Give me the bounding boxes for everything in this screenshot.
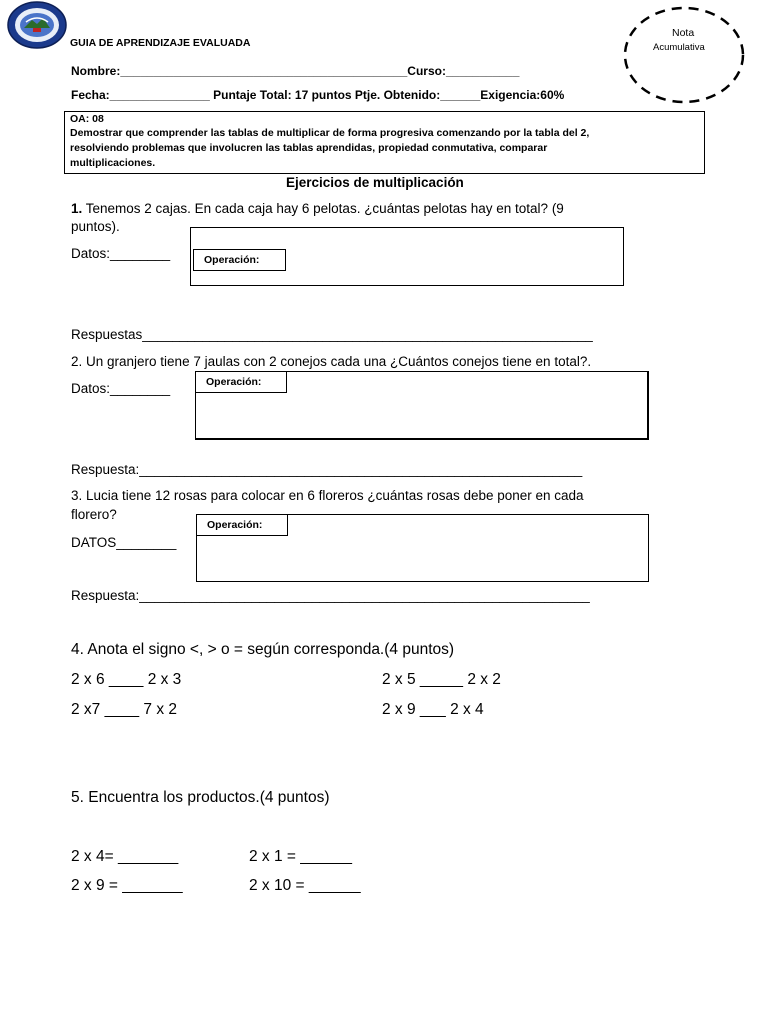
q3-text-line2: florero? (71, 507, 117, 522)
date-score-line: Fecha:_______________ Puntaje Total: 17 puntos Ptje. Obtenido:______Exigencia:60% (71, 88, 565, 102)
q1-datos: Datos:________ (71, 246, 171, 261)
q2-text: 2. Un granjero tiene 7 jaulas con 2 conejos cada una ¿Cuántos conejos tiene en total?. (71, 354, 592, 369)
q4-item-1: 2 x 6 ____ 2 x 3 (71, 671, 182, 688)
q1-answer-line: Respuestas____________________________________________________________ (71, 327, 593, 342)
objective-line-2: resolviendo problemas que involucren las tablas aprendidas, propiedad conmutativa, comparar (70, 142, 548, 154)
q5-title: 5. Encuentra los productos.(4 puntos) (71, 789, 330, 806)
school-logo (6, 0, 68, 50)
section-title: Ejercicios de multiplicación (286, 175, 464, 190)
q1-text-line1 (71, 201, 564, 216)
q2-operation-label: Operación: (195, 371, 287, 393)
q3-operation-label: Operación: (196, 514, 288, 536)
q1-text-line2: puntos). (71, 219, 120, 234)
q2-answer-line: Respuesta:___________________________________________________________ (71, 462, 583, 477)
grade-label: Nota (672, 27, 695, 39)
objective-line-1: Demostrar que comprender las tablas de multiplicar de forma progresiva comenzando por la tabla del 2, (70, 127, 590, 139)
q4-item-2: 2 x 5 _____ 2 x 2 (382, 671, 501, 688)
document-title: GUIA DE APRENDIZAJE EVALUADA (70, 37, 251, 49)
q1-text: Tenemos 2 cajas. En cada caja hay 6 pelotas. ¿cuántas pelotas hay en total? (9 (82, 201, 564, 216)
q1-number: 1. (71, 201, 83, 216)
q2-datos: Datos:________ (71, 381, 171, 396)
q3-datos: DATOS________ (71, 535, 177, 550)
grade-circle (623, 6, 745, 104)
q5-item-2: 2 x 1 = ______ (249, 848, 352, 865)
q3-text-line1: 3. Lucia tiene 12 rosas para colocar en 6 floreros ¿cuántas rosas debe poner en cada (71, 488, 584, 503)
objective-code: OA: 08 (70, 113, 104, 125)
q4-title: 4. Anota el signo <, > o = según corresponda.(4 puntos) (71, 641, 455, 658)
q5-item-3: 2 x 9 = _______ (71, 877, 183, 894)
q3-answer-line: Respuesta:____________________________________________________________ (71, 588, 590, 603)
name-course-line: Nombre:___________________________________________Curso:___________ (71, 64, 520, 78)
q5-item-1: 2 x 4= _______ (71, 848, 179, 865)
q4-item-4: 2 x 9 ___ 2 x 4 (382, 701, 484, 718)
q4-item-3: 2 x7 ____ 7 x 2 (71, 701, 177, 718)
q1-operation-label: Operación: (193, 249, 286, 271)
q5-item-4: 2 x 10 = ______ (249, 877, 361, 894)
objective-line-3: multiplicaciones. (70, 157, 156, 169)
grade-sublabel: Acumulativa (653, 42, 705, 53)
